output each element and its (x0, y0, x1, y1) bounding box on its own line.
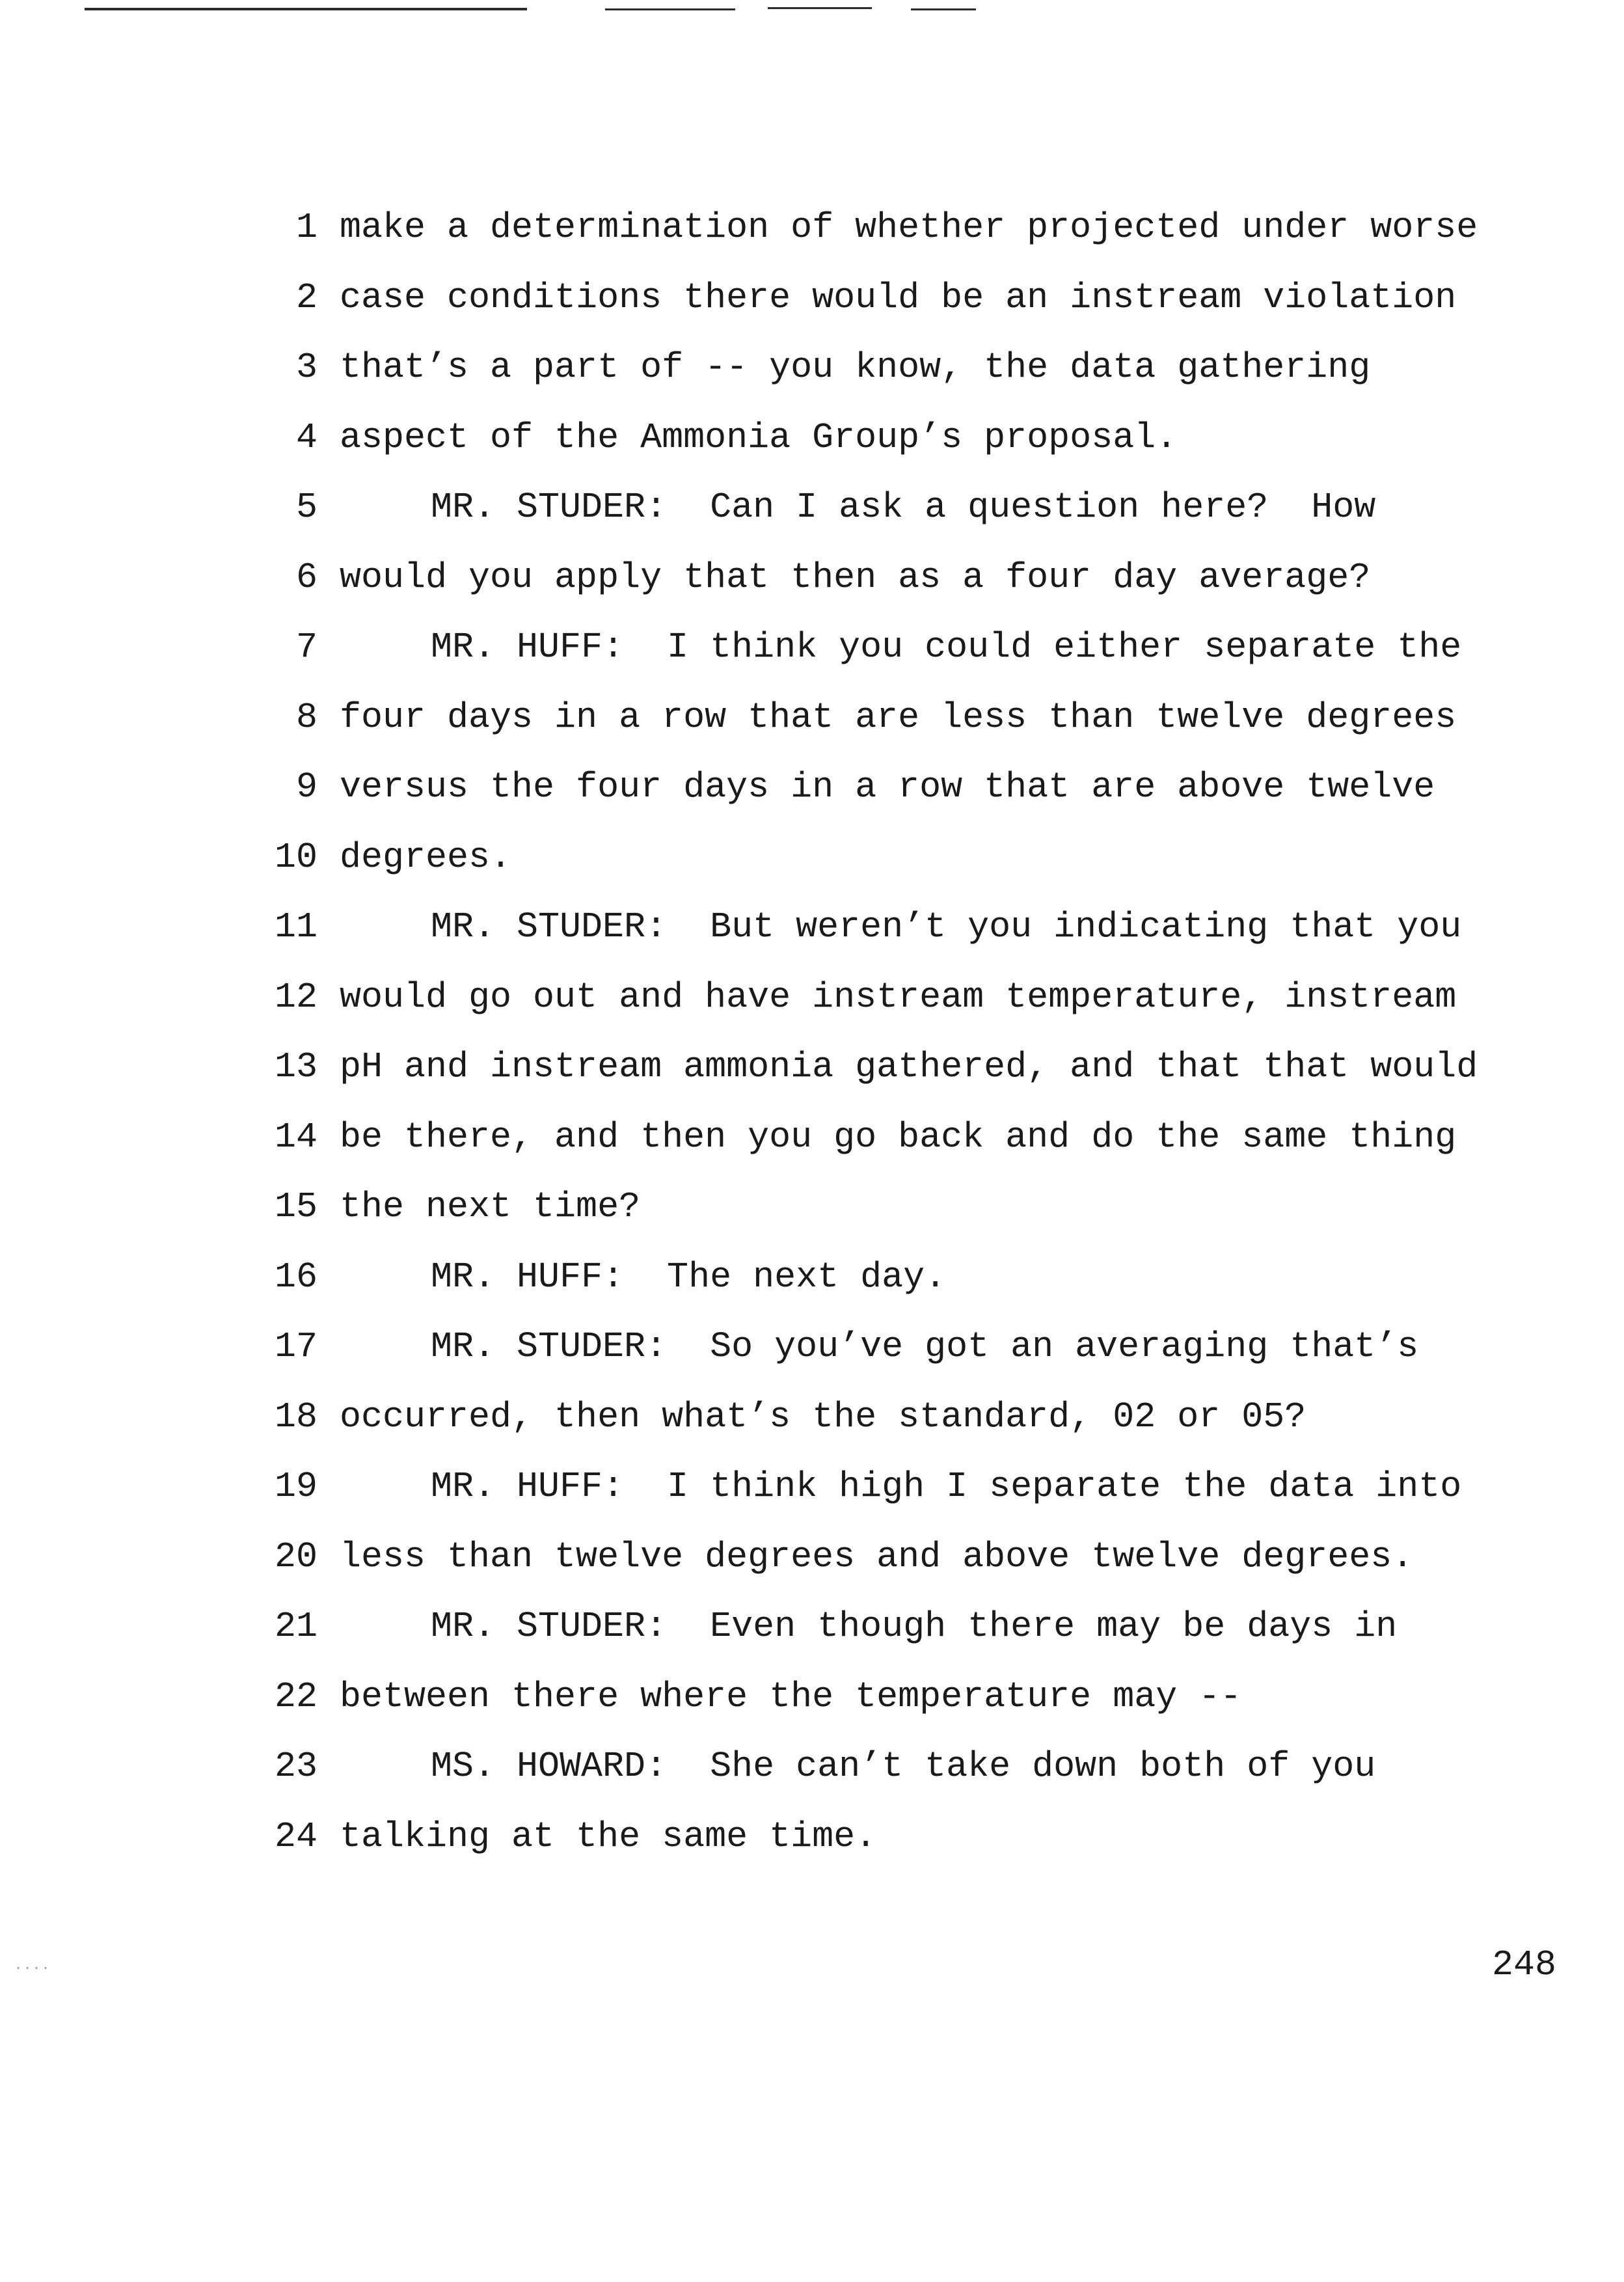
line-text: aspect of the Ammonia Group’s proposal. (340, 416, 1178, 458)
line-number: 7 (295, 627, 318, 668)
header-rule (911, 8, 976, 10)
line-number: 5 (295, 487, 318, 528)
transcript-line (0, 1382, 1624, 1452)
transcript-line (0, 1102, 1624, 1173)
transcript-line (0, 543, 1624, 613)
line-number: 23 (274, 1746, 318, 1787)
transcript-line (0, 1662, 1624, 1732)
line-text: MR. HUFF: I think high I separate the data into (431, 1466, 1462, 1507)
line-text: less than twelve degrees and above twelve degrees. (340, 1536, 1414, 1577)
line-number: 18 (274, 1396, 318, 1437)
transcript-line (0, 1452, 1624, 1522)
transcript-line (0, 1032, 1624, 1102)
line-number: 24 (274, 1815, 318, 1857)
transcript-line (0, 1172, 1624, 1242)
transcript-line (0, 892, 1624, 962)
line-text: MR. STUDER: Even though there may be days in (431, 1606, 1398, 1647)
line-text: make a determination of whether projected under worse (340, 207, 1478, 248)
line-number: 8 (295, 696, 318, 738)
line-number: 22 (274, 1676, 318, 1717)
line-number: 21 (274, 1606, 318, 1647)
line-number: 6 (295, 556, 318, 598)
line-number: 17 (274, 1326, 318, 1367)
transcript-body (0, 193, 1624, 1871)
margin-mark: .... (14, 1959, 51, 1974)
transcript-line (0, 1732, 1624, 1802)
line-text: versus the four days in a row that are above twelve (340, 767, 1435, 808)
line-number: 15 (274, 1186, 318, 1227)
line-text: be there, and then you go back and do the same thing (340, 1116, 1457, 1158)
line-number: 13 (274, 1046, 318, 1087)
line-text: four days in a row that are less than twelve degrees (340, 696, 1457, 738)
transcript-line (0, 193, 1624, 263)
line-text: would go out and have instream temperature, instream (340, 976, 1457, 1018)
line-text: would you apply that then as a four day average? (340, 556, 1371, 598)
line-text: MR. STUDER: Can I ask a question here? How (431, 487, 1376, 528)
line-number: 2 (295, 277, 318, 318)
transcript-line (0, 263, 1624, 333)
line-text: MR. STUDER: So you’ve got an averaging that’s (431, 1326, 1419, 1367)
transcript-line (0, 1802, 1624, 1872)
line-text: occurred, then what’s the standard, 02 or 05? (340, 1396, 1306, 1437)
line-number: 16 (274, 1256, 318, 1297)
line-number: 9 (295, 767, 318, 808)
header-rule (768, 7, 872, 9)
line-number: 3 (295, 347, 318, 388)
transcript-line (0, 612, 1624, 683)
line-number: 20 (274, 1536, 318, 1577)
transcript-line (0, 1522, 1624, 1592)
transcript-line (0, 822, 1624, 893)
line-text: MR. HUFF: The next day. (431, 1256, 947, 1297)
transcript-line (0, 1242, 1624, 1312)
page-number: 248 (1491, 1944, 1556, 1985)
line-number: 12 (274, 976, 318, 1018)
line-number: 19 (274, 1466, 318, 1507)
line-number: 1 (295, 207, 318, 248)
line-text: MS. HOWARD: She can’t take down both of you (431, 1746, 1376, 1787)
transcript-line (0, 962, 1624, 1033)
line-text: pH and instream ammonia gathered, and that that would (340, 1046, 1478, 1087)
line-text: degrees. (340, 836, 512, 878)
line-number: 4 (295, 416, 318, 458)
transcript-line (0, 752, 1624, 822)
line-text: between there where the temperature may -- (340, 1676, 1242, 1717)
transcript-line (0, 1312, 1624, 1382)
line-number: 10 (274, 836, 318, 878)
transcript-line (0, 472, 1624, 543)
transcript-line (0, 1592, 1624, 1662)
line-number: 11 (274, 906, 318, 947)
line-text: MR. HUFF: I think you could either separate the (431, 627, 1462, 668)
line-number: 14 (274, 1116, 318, 1158)
line-text: MR. STUDER: But weren’t you indicating that you (431, 906, 1462, 947)
transcript-line (0, 683, 1624, 753)
transcript-line (0, 403, 1624, 473)
header-rule (605, 8, 735, 10)
line-text: case conditions there would be an instream violation (340, 277, 1457, 318)
line-text: talking at the same time. (340, 1815, 877, 1857)
line-text: the next time? (340, 1186, 641, 1227)
header-rule (85, 8, 527, 10)
transcript-line (0, 333, 1624, 403)
line-text: that’s a part of -- you know, the data gathering (340, 347, 1371, 388)
